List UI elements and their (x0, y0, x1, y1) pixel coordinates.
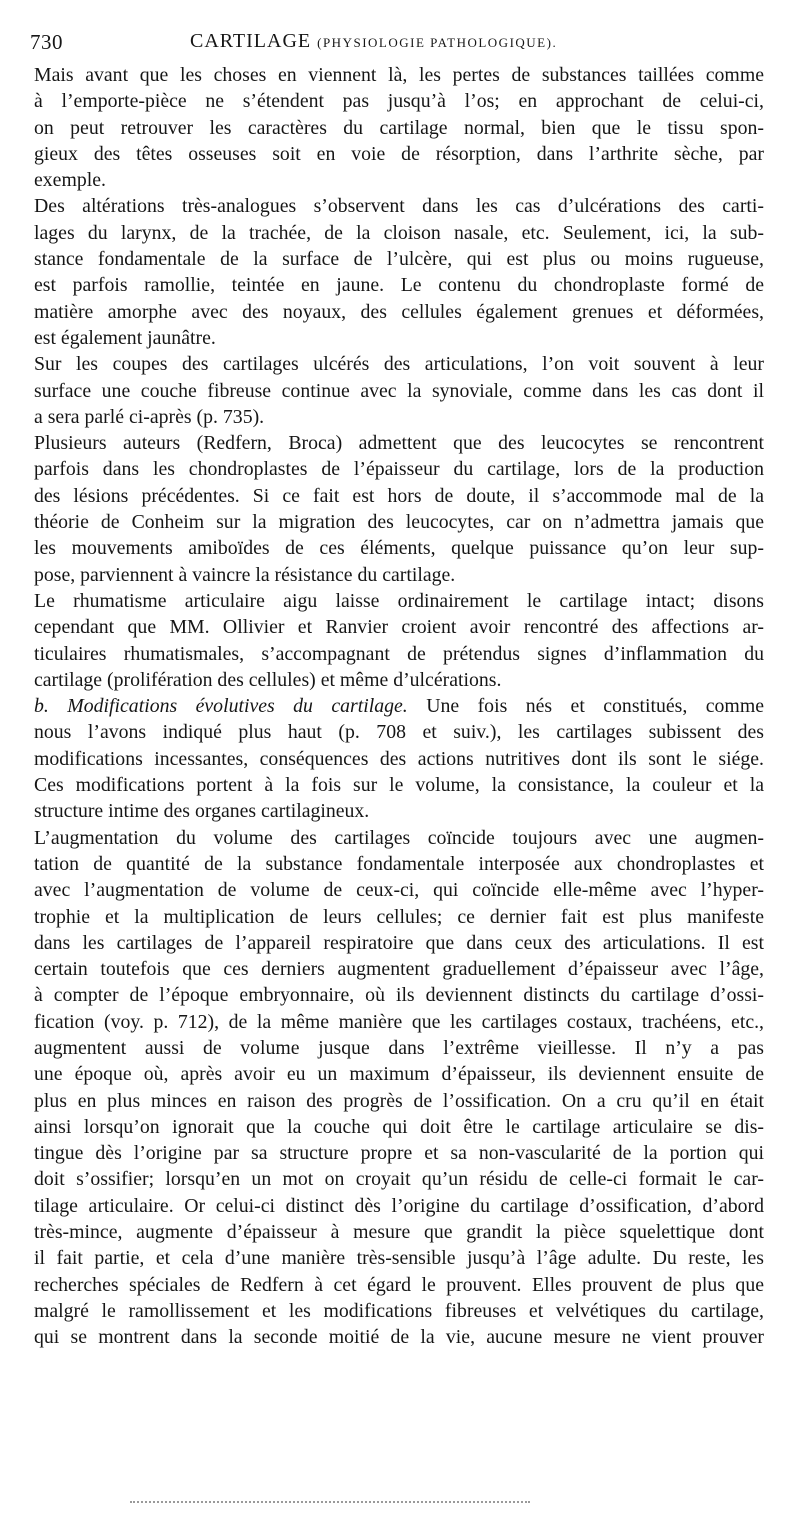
text-line: a sera parlé ci-après (p. 735). (34, 405, 265, 428)
text-line: modifications incessantes, conséquences des actions nutritives dont ils sont le siége. (34, 747, 764, 770)
text-line: augmentent aussi de volume jusque dans l’extrême vieillesse. Il n’y a pas (34, 1036, 764, 1059)
running-head-title: CARTILAGE (190, 30, 312, 52)
text-line: lages du larynx, de la trachée, de la cloison nasale, etc. Seulement, ici, la sub- (34, 221, 764, 244)
text-line: L’augmentation du volume des cartilages coïncide toujours avec une augmen- (34, 826, 764, 849)
text-line: doit s’ossifier; lorsqu’en un mot on croyait qu’un résidu de celle-ci formait le car- (34, 1168, 764, 1191)
text-line: très-mince, augmente d’épaisseur à mesure que grandit la pièce squelettique dont (34, 1221, 764, 1244)
text-line: ainsi lorsqu’on ignorait que la couche qui doit être le cartilage articulaire se dis- (34, 1115, 764, 1138)
text-line: à compter de l’époque embryonnaire, où ils deviennent distincts du cartilage d’ossi- (34, 984, 764, 1007)
text-line: tilage articulaire. Or celui-ci distinct dès l’origine du cartilage d’ossification, d’abord (34, 1194, 764, 1217)
text-line: théorie de Conheim sur la migration des leucocytes, car on n’admettra jamais que (34, 511, 764, 534)
text-line: gieux des têtes osseuses soit en voie de résorption, dans l’arthrite sèche, par (34, 142, 764, 165)
page-header (30, 30, 770, 60)
text-line: avec l’augmentation de volume de ceux-ci, qui coïncide elle-même avec l’hyper- (34, 879, 764, 902)
text-line: pose, parviennent à vaincre la résistance du cartilage. (34, 563, 456, 586)
text-line: Le rhumatisme articulaire aigu laisse ordinairement le cartilage intact; disons (34, 589, 764, 612)
text-line: matière amorphe avec des noyaux, des cellules également grenues et déformées, (34, 300, 764, 323)
text-line: fication (voy. p. 712), de la même manière que les cartilages costaux, trachéens, etc., (34, 1010, 764, 1033)
text-line: ticulaires rhumatismales, s’accompagnant de prétendus signes d’inflammation du (34, 642, 764, 665)
text-line: cartilage (prolifération des cellules) et même d’ulcérations. (34, 668, 502, 691)
section-heading-line: b. Modifications évolutives du cartilage. Une fois nés et constitués, comme (34, 695, 764, 718)
text-line: surface une couche fibreuse continue avec la synoviale, comme dans les cas dont il (34, 379, 764, 402)
text-line: on peut retrouver les caractères du cartilage normal, bien que le tissu spon- (34, 116, 764, 139)
text-line: certain toutefois que ces derniers augmentent graduellement d’épaisseur avec l’âge, (34, 958, 764, 981)
text-line: Ces modifications portent à la fois sur le volume, la consistance, la couleur et la (34, 774, 764, 797)
body-text (34, 62, 764, 1351)
text-line: dans les cartilages de l’appareil respiratoire que dans ceux des articulations. Il est (34, 931, 764, 954)
text-line: Plusieurs auteurs (Redfern, Broca) admettent que des leucocytes se rencontrent (34, 432, 764, 455)
footer-rule (130, 1495, 530, 1503)
text-line: une époque où, après avoir eu un maximum d’épaisseur, ils deviennent ensuite de (34, 1063, 764, 1086)
text-line: est parfois ramollie, teintée en jaune. Le contenu du chondroplaste formé de (34, 274, 764, 297)
text-line: Sur les coupes des cartilages ulcérés des articulations, l’on voit souvent à leur (34, 353, 764, 376)
running-head-subtitle: (PHYSIOLOGIE PATHOLOGIQUE). (317, 35, 558, 50)
text-line: malgré le ramollissement et les modifications fibreuses et velvétiques du cartilage, (34, 1299, 764, 1322)
text-line: les mouvements amiboïdes de ces éléments, quelque puissance qu’on leur sup- (34, 537, 764, 560)
text-line: qui se montrent dans la seconde moitié de la vie, aucune mesure ne vient prouver (34, 1326, 764, 1349)
text-line: Mais avant que les choses en viennent là, les pertes de substances taillées comme (34, 64, 764, 86)
text-line: recherches spéciales de Redfern à cet égard le prouvent. Elles prouvent de plus que (34, 1273, 764, 1296)
text-line: exemple. (34, 169, 106, 192)
text-line: tation de quantité de la substance fondamentale interposée aux chondroplastes et (34, 852, 764, 875)
text-line: plus en plus minces en raison des progrès de l’ossification. On a cru qu’il en était (34, 1089, 764, 1112)
text-line: à l’emporte-pièce ne s’étendent pas jusqu’à l’os; en approchant de celui-ci, (34, 90, 764, 113)
text-line: tingue dès l’origine par sa structure propre et sa non-vascularité de la portion qui (34, 1142, 764, 1165)
section-heading: b. Modifications évolutives du cartilage. (34, 695, 408, 718)
running-head (190, 30, 557, 53)
text-line: nous l’avons indiqué plus haut (p. 708 et suiv.), les cartilages subissent des (34, 721, 764, 744)
text-line: Des altérations très-analogues s’observent dans les cas d’ulcérations des carti- (34, 195, 764, 218)
text-line: est également jaunâtre. (34, 326, 216, 349)
text-line: il fait partie, et cela d’une manière très-sensible jusqu’à l’âge adulte. Du reste, les (34, 1247, 764, 1270)
text-line: parfois dans les chondroplastes de l’épaisseur du cartilage, lors de la production (34, 458, 764, 481)
text-line: structure intime des organes cartilagineux. (34, 800, 370, 823)
text-line: stance fondamentale de la surface de l’ulcère, qui est plus ou moins rugueuse, (34, 248, 764, 271)
text-line: cependant que MM. Ollivier et Ranvier croient avoir rencontré des affections ar- (34, 616, 764, 639)
text-line: des lésions précédentes. Si ce fait est hors de doute, il s’accommode mal de la (34, 484, 764, 507)
text-line: trophie et la multiplication de leurs cellules; ce dernier fait est plus manifeste (34, 905, 764, 928)
page-number: 730 (30, 30, 63, 54)
